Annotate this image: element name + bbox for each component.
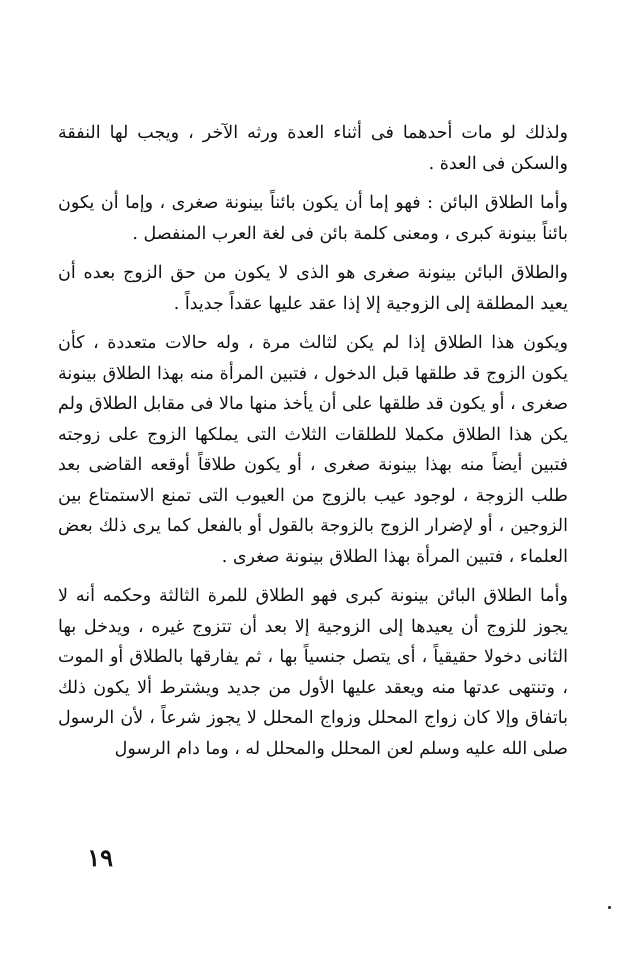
- paragraph-1: ولذلك لو مات أحدهما فى أثناء العدة ورثه الآخر ، ويجب لها النفقة والسكن فى العدة .: [58, 123, 568, 174]
- paragraph-4: ويكون هذا الطلاق إذا لم يكن لثالث مرة ، وله حالات متعددة ، كأن يكون الزوج قد طلقها قبل الدخول ، فتبين المرأة منه بهذا الطلاق بينونة صغرى ، أو يكون قد طلقها على أن يأخذ منها مالا فى مقابل الطلاق ولم يكن هذا الطلاق مكملا للطلقات الثلاث التى يملكها الزوج على زوجته فتبين أيضاً منه بهذا بينونة صغرى ، أو يكون طلاقاً أوقعه القاضى بعد طلب الزوجة ، لوجود عيب بالزوج من العيوب التى تمنع الاستمتاع بين الزوجين ، أو لإضرار الزوج بالزوجة بالقول أو بالفعل كما يرى ذلك بعض العلماء ، فتبين المرأة بهذا الطلاق بينونة صغرى .: [58, 333, 568, 567]
- paragraph-2: وأما الطلاق البائن : فهو إما أن يكون بائناً بينونة صغرى ، وإما أن يكون بائناً بينونة كبرى ، ومعنى كلمة بائن فى لغة العرب المنفصل .: [58, 193, 568, 244]
- scan-speck: [608, 906, 611, 909]
- paragraph-5: وأما الطلاق البائن بينونة كبرى فهو الطلاق للمرة الثالثة وحكمه أنه لا يجوز للزوج أن يعيدها إلى الزوجية إلا بعد أن تتزوج غيره ، ويدخل بها الثانى دخولا حقيقياً ، أى يتصل جنسياً بها ، ثم يفارقها بالطلاق أو الموت ، وتنتهى عدتها منه ويعقد عليها الأول من جديد ويشترط ألا يكون ذلك باتفاق وإلا كان زواج المحلل وزواج المحلل لا يجوز شرعاً ، لأن الرسول صلى الله عليه وسلم لعن المحلل والمحلل له ، وما دام الرسول: [58, 586, 568, 759]
- body-text: [58, 118, 568, 764]
- page-number: ١٩: [87, 843, 113, 872]
- paragraph-3: والطلاق البائن بينونة صغرى هو الذى لا يكون من حق الزوج بعده أن يعيد المطلقة إلى الزوجية إلا إذا عقد عليها عقداً جديداً .: [58, 263, 568, 314]
